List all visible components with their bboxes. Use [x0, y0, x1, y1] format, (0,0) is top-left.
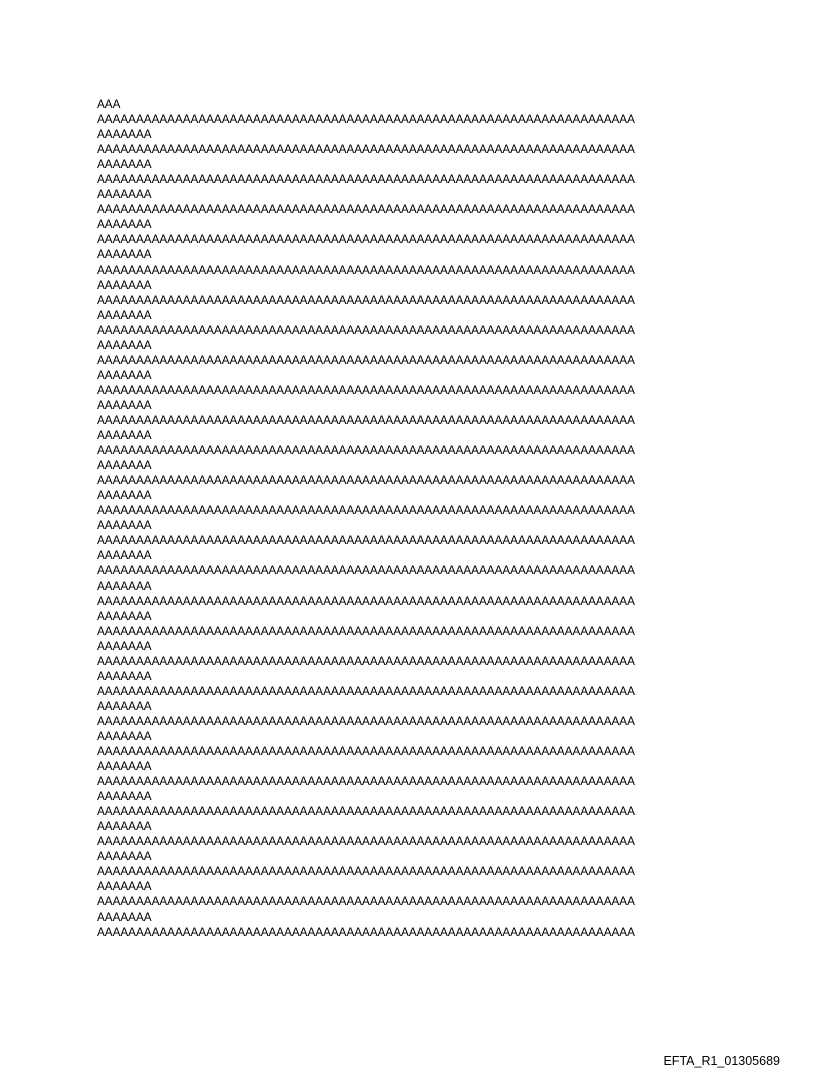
text-line: AAAAAAA: [97, 338, 152, 352]
text-line: AAAAAAA: [97, 459, 152, 473]
text-line: AAAAAAA: [97, 248, 152, 262]
text-line: AAAAAAAAAAAAAAAAAAAAAAAAAAAAAAAAAAAAAAAAAAAAAAAAAAAAAAAAAAAAAAAAAAAAA: [97, 173, 635, 187]
text-line: AAAAAAA: [97, 429, 152, 443]
text-line: AAAAAAA: [97, 368, 152, 382]
text-line: AAAAAAAAAAAAAAAAAAAAAAAAAAAAAAAAAAAAAAAAAAAAAAAAAAAAAAAAAAAAAAAAAAAAA: [97, 714, 635, 728]
text-line: AAAAAAAAAAAAAAAAAAAAAAAAAAAAAAAAAAAAAAAAAAAAAAAAAAAAAAAAAAAAAAAAAAAAA: [97, 745, 635, 759]
text-line: AAAAAAA: [97, 790, 152, 804]
text-line: AAAAAAAAAAAAAAAAAAAAAAAAAAAAAAAAAAAAAAAAAAAAAAAAAAAAAAAAAAAAAAAAAAAAA: [97, 504, 635, 518]
text-line: AAAAAAA: [97, 158, 152, 172]
text-line: AAAAAAA: [97, 820, 152, 834]
text-line: AAAAAAAAAAAAAAAAAAAAAAAAAAAAAAAAAAAAAAAAAAAAAAAAAAAAAAAAAAAAAAAAAAAAA: [97, 353, 635, 367]
text-line: AAAAAAAAAAAAAAAAAAAAAAAAAAAAAAAAAAAAAAAAAAAAAAAAAAAAAAAAAAAAAAAAAAAAA: [97, 654, 635, 668]
text-line: AAAAAAAAAAAAAAAAAAAAAAAAAAAAAAAAAAAAAAAAAAAAAAAAAAAAAAAAAAAAAAAAAAAAA: [97, 564, 635, 578]
text-lines: [97, 112, 737, 940]
text-line: AAAAAAA: [97, 850, 152, 864]
text-line: AAAAAAA: [97, 278, 152, 292]
text-line: AAAAAAAAAAAAAAAAAAAAAAAAAAAAAAAAAAAAAAAAAAAAAAAAAAAAAAAAAAAAAAAAAAAAA: [97, 293, 635, 307]
text-line: AAAAAAA: [97, 579, 152, 593]
text-line: AAAAAAA: [97, 489, 152, 503]
text-line: AAAAAAA: [97, 760, 152, 774]
text-line: AAAAAAAAAAAAAAAAAAAAAAAAAAAAAAAAAAAAAAAAAAAAAAAAAAAAAAAAAAAAAAAAAAAAA: [97, 263, 635, 277]
text-line: AAAAAAAAAAAAAAAAAAAAAAAAAAAAAAAAAAAAAAAAAAAAAAAAAAAAAAAAAAAAAAAAAAAAA: [97, 143, 635, 157]
text-line: AAAAAAA: [97, 639, 152, 653]
document-id-footer: EFTA_R1_01305689: [663, 1054, 780, 1068]
text-line: AAAAAAA: [97, 910, 152, 924]
text-line: AAAAAAA: [97, 128, 152, 142]
text-line: AAAAAAAAAAAAAAAAAAAAAAAAAAAAAAAAAAAAAAAAAAAAAAAAAAAAAAAAAAAAAAAAAAAAA: [97, 233, 635, 247]
text-line: AAAAAAA: [97, 669, 152, 683]
text-line: AAAAAAAAAAAAAAAAAAAAAAAAAAAAAAAAAAAAAAAAAAAAAAAAAAAAAAAAAAAAAAAAAAAAA: [97, 594, 635, 608]
text-line: AAAAAAAAAAAAAAAAAAAAAAAAAAAAAAAAAAAAAAAAAAAAAAAAAAAAAAAAAAAAAAAAAAAAA: [97, 203, 635, 217]
text-line: AAAAAAAAAAAAAAAAAAAAAAAAAAAAAAAAAAAAAAAAAAAAAAAAAAAAAAAAAAAAAAAAAAAAA: [97, 534, 635, 548]
text-line: AAAAAAAAAAAAAAAAAAAAAAAAAAAAAAAAAAAAAAAAAAAAAAAAAAAAAAAAAAAAAAAAAAAAA: [97, 474, 635, 488]
text-line: AAAAAAAAAAAAAAAAAAAAAAAAAAAAAAAAAAAAAAAAAAAAAAAAAAAAAAAAAAAAAAAAAAAAA: [97, 413, 635, 427]
text-line: AAAAAAA: [97, 398, 152, 412]
text-line: AAAAAAAAAAAAAAAAAAAAAAAAAAAAAAAAAAAAAAAAAAAAAAAAAAAAAAAAAAAAAAAAAAAAA: [97, 865, 635, 879]
text-line: AAAAAAAAAAAAAAAAAAAAAAAAAAAAAAAAAAAAAAAAAAAAAAAAAAAAAAAAAAAAAAAAAAAAA: [97, 775, 635, 789]
first-line: AAA: [97, 98, 121, 111]
text-line: AAAAAAAAAAAAAAAAAAAAAAAAAAAAAAAAAAAAAAAAAAAAAAAAAAAAAAAAAAAAAAAAAAAAA: [97, 624, 635, 638]
text-line: AAAAAAA: [97, 218, 152, 232]
text-line: AAAAAAA: [97, 308, 152, 322]
text-line: AAAAAAAAAAAAAAAAAAAAAAAAAAAAAAAAAAAAAAAAAAAAAAAAAAAAAAAAAAAAAAAAAAAAA: [97, 895, 635, 909]
text-line: AAAAAAA: [97, 519, 152, 533]
text-line: AAAAAAAAAAAAAAAAAAAAAAAAAAAAAAAAAAAAAAAAAAAAAAAAAAAAAAAAAAAAAAAAAAAAA: [97, 323, 635, 337]
text-line: AAAAAAAAAAAAAAAAAAAAAAAAAAAAAAAAAAAAAAAAAAAAAAAAAAAAAAAAAAAAAAAAAAAAA: [97, 805, 635, 819]
text-line: AAAAAAAAAAAAAAAAAAAAAAAAAAAAAAAAAAAAAAAAAAAAAAAAAAAAAAAAAAAAAAAAAAAAA: [97, 925, 635, 939]
text-line: AAAAAAA: [97, 880, 152, 894]
text-line: AAAAAAAAAAAAAAAAAAAAAAAAAAAAAAAAAAAAAAAAAAAAAAAAAAAAAAAAAAAAAAAAAAAAA: [97, 383, 635, 397]
text-line: AAAAAAA: [97, 729, 152, 743]
document-body: [97, 97, 737, 940]
text-line: AAAAAAAAAAAAAAAAAAAAAAAAAAAAAAAAAAAAAAAAAAAAAAAAAAAAAAAAAAAAAAAAAAAAA: [97, 835, 635, 849]
text-line: AAAAAAA: [97, 188, 152, 202]
text-line: AAAAAAA: [97, 699, 152, 713]
text-line: AAAAAAAAAAAAAAAAAAAAAAAAAAAAAAAAAAAAAAAAAAAAAAAAAAAAAAAAAAAAAAAAAAAAA: [97, 444, 635, 458]
text-line: AAAAAAAAAAAAAAAAAAAAAAAAAAAAAAAAAAAAAAAAAAAAAAAAAAAAAAAAAAAAAAAAAAAAA: [97, 113, 635, 127]
text-line: AAAAAAA: [97, 549, 152, 563]
text-line: AAAAAAAAAAAAAAAAAAAAAAAAAAAAAAAAAAAAAAAAAAAAAAAAAAAAAAAAAAAAAAAAAAAAA: [97, 684, 635, 698]
text-line: AAAAAAA: [97, 609, 152, 623]
